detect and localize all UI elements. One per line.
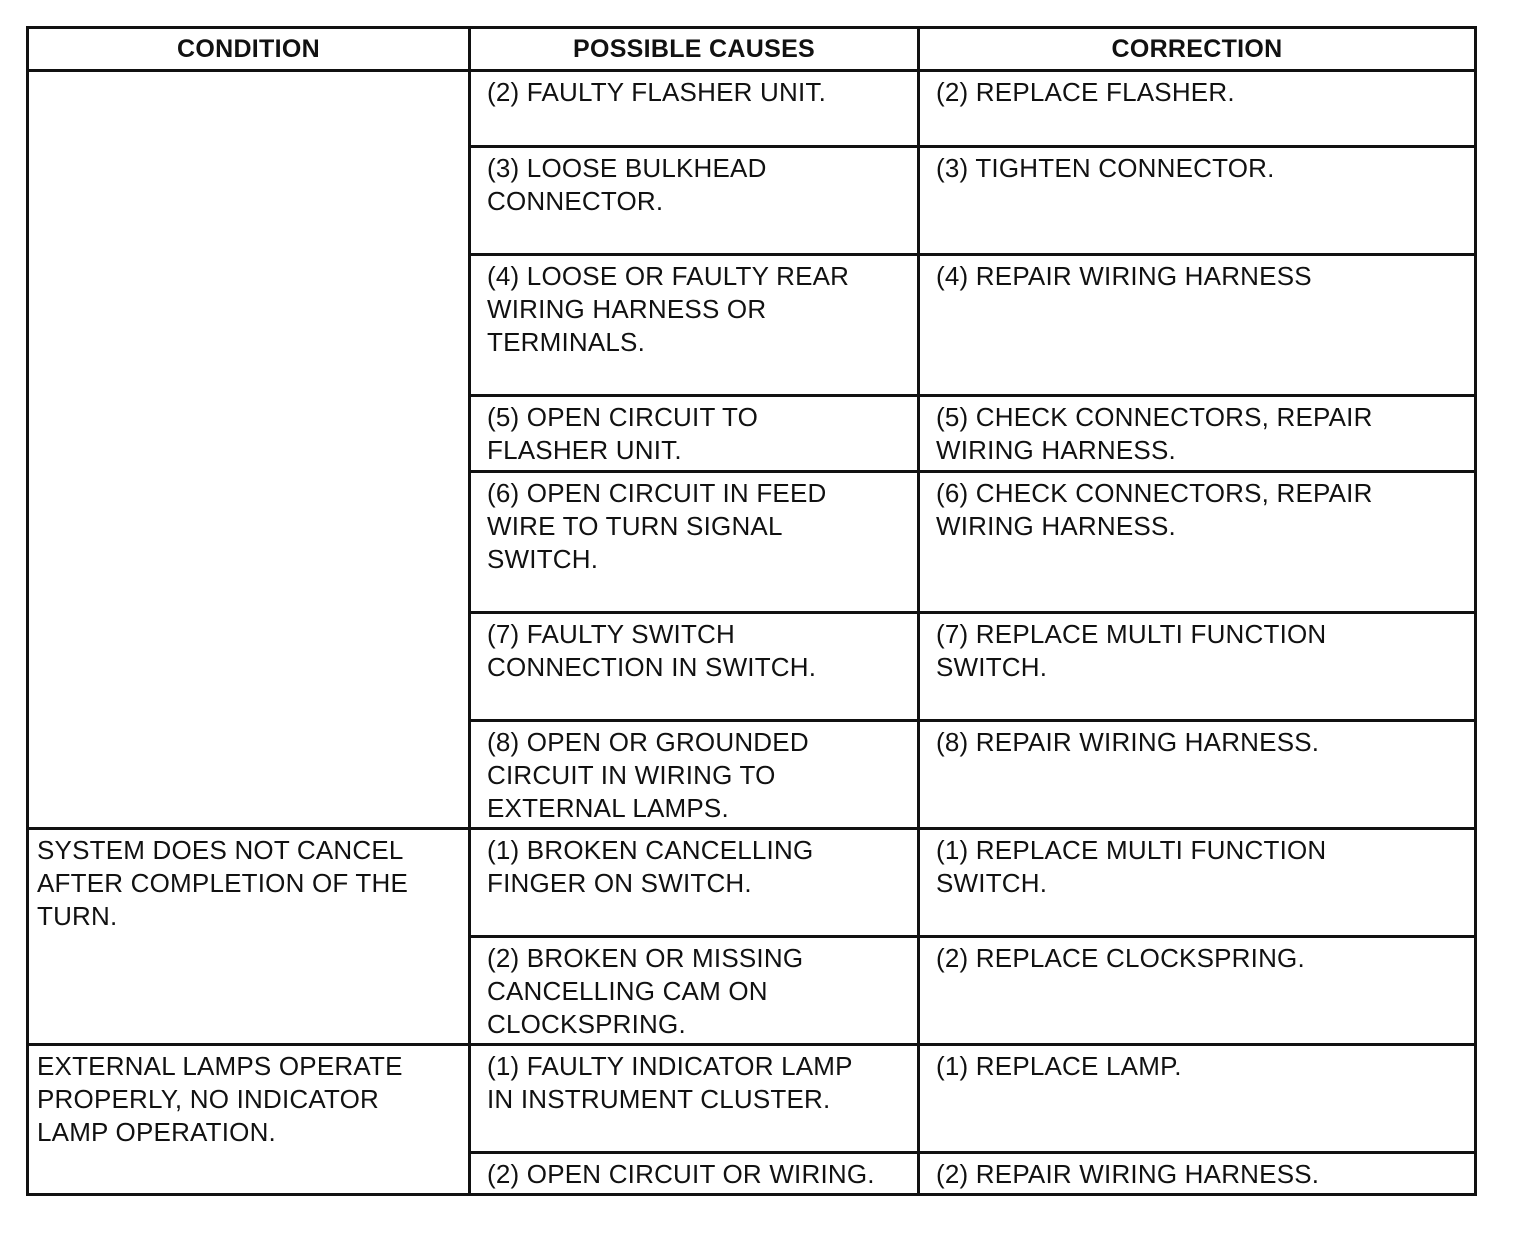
cause-text: (6) OPEN CIRCUIT IN FEED WIRE TO TURN SIGNAL SWITCH.	[487, 478, 827, 574]
correction-cell	[919, 829, 1476, 937]
cause-text: (7) FAULTY SWITCH CONNECTION IN SWITCH.	[487, 619, 817, 682]
header-possible-causes: POSSIBLE CAUSES	[470, 28, 919, 71]
header-condition: CONDITION	[28, 28, 470, 71]
cause-text: (1) BROKEN CANCELLING FINGER ON SWITCH.	[487, 835, 814, 898]
cause-text: (2) FAULTY FLASHER UNIT.	[487, 77, 827, 107]
cause-cell	[470, 829, 919, 937]
correction-text: (4) REPAIR WIRING HARNESS	[936, 261, 1312, 291]
cause-text: (5) OPEN CIRCUIT TO FLASHER UNIT.	[487, 402, 759, 465]
correction-text: (8) REPAIR WIRING HARNESS.	[936, 727, 1320, 757]
correction-text: (1) REPLACE LAMP.	[936, 1051, 1182, 1081]
header-correction: CORRECTION	[919, 28, 1476, 71]
condition-text	[29, 72, 468, 76]
cause-text: (1) FAULTY INDICATOR LAMP IN INSTRUMENT CLUSTER.	[487, 1051, 853, 1114]
header-row	[28, 28, 1476, 71]
correction-cell	[919, 147, 1476, 255]
cause-cell	[470, 147, 919, 255]
cause-cell	[470, 71, 919, 147]
condition-cell	[28, 1045, 470, 1195]
cause-cell	[470, 613, 919, 721]
cause-text: (8) OPEN OR GROUNDED CIRCUIT IN WIRING TO EXTERNAL LAMPS.	[487, 727, 809, 823]
correction-text: (2) REPAIR WIRING HARNESS.	[936, 1159, 1320, 1189]
condition-cell	[28, 71, 470, 829]
correction-text: (2) REPLACE FLASHER.	[936, 77, 1235, 107]
correction-text: (5) CHECK CONNECTORS, REPAIR WIRING HARNESS.	[936, 402, 1373, 465]
cause-cell	[470, 1153, 919, 1195]
correction-cell	[919, 255, 1476, 396]
correction-cell	[919, 613, 1476, 721]
correction-cell	[919, 472, 1476, 613]
correction-cell	[919, 1045, 1476, 1153]
cause-text: (4) LOOSE OR FAULTY REAR WIRING HARNESS OR TERMINALS.	[487, 261, 850, 357]
correction-text: (3) TIGHTEN CONNECTOR.	[936, 153, 1275, 183]
correction-cell	[919, 396, 1476, 472]
correction-cell	[919, 1153, 1476, 1195]
table-row	[28, 71, 1476, 147]
condition-text: EXTERNAL LAMPS OPERATE PROPERLY, NO INDICATOR LAMP OPERATION.	[37, 1051, 403, 1147]
cause-cell	[470, 1045, 919, 1153]
correction-text: (1) REPLACE MULTI FUNCTION SWITCH.	[936, 835, 1327, 898]
cause-cell	[470, 255, 919, 396]
cause-cell	[470, 396, 919, 472]
cause-cell	[470, 721, 919, 829]
correction-text: (7) REPLACE MULTI FUNCTION SWITCH.	[936, 619, 1327, 682]
correction-text: (6) CHECK CONNECTORS, REPAIR WIRING HARNESS.	[936, 478, 1373, 541]
table-row	[28, 1045, 1476, 1153]
cause-text: (3) LOOSE BULKHEAD CONNECTOR.	[487, 153, 767, 216]
condition-text: SYSTEM DOES NOT CANCEL AFTER COMPLETION OF THE TURN.	[37, 835, 409, 931]
cause-cell	[470, 937, 919, 1045]
correction-cell	[919, 721, 1476, 829]
correction-cell	[919, 71, 1476, 147]
diagnosis-table-sheet	[26, 26, 1477, 1196]
cause-text: (2) OPEN CIRCUIT OR WIRING.	[487, 1159, 875, 1189]
condition-cell	[28, 829, 470, 1045]
diagnosis-table	[26, 26, 1477, 1196]
table-row	[28, 829, 1476, 937]
correction-text: (2) REPLACE CLOCKSPRING.	[936, 943, 1305, 973]
correction-cell	[919, 937, 1476, 1045]
cause-text: (2) BROKEN OR MISSING CANCELLING CAM ON CLOCKSPRING.	[487, 943, 804, 1039]
cause-cell	[470, 472, 919, 613]
